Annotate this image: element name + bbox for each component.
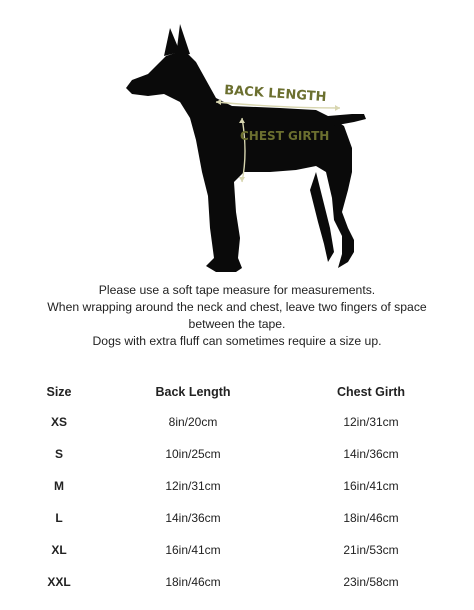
instruction-line: Please use a soft tape measure for measurements. <box>98 283 376 297</box>
dog-measurement-illustration <box>120 22 370 278</box>
table-row <box>14 406 460 438</box>
chest-girth-cell: 21in/53cm <box>343 543 399 557</box>
back-length-cell: 8in/20cm <box>168 415 218 429</box>
dog-silhouette <box>126 24 366 272</box>
size-cell: XXL <box>47 575 71 589</box>
table-row <box>14 566 460 598</box>
chest-girth-label: CHEST GIRTH <box>240 129 330 143</box>
instruction-line: Dogs with extra fluff can sometimes require a size up. <box>92 334 382 348</box>
chest-girth-cell: 16in/41cm <box>343 479 399 493</box>
chest-girth-cell: 23in/58cm <box>343 575 399 589</box>
back-length-cell: 16in/41cm <box>165 543 221 557</box>
size-cell: M <box>54 479 64 493</box>
size-cell: XL <box>51 543 67 557</box>
size-cell: L <box>55 511 63 525</box>
back-length-cell: 12in/31cm <box>165 479 221 493</box>
size-header: Size <box>46 385 72 399</box>
table-row <box>14 438 460 470</box>
size-cell: S <box>54 447 63 461</box>
chest-girth-cell: 14in/36cm <box>343 447 399 461</box>
table-row <box>14 470 460 502</box>
size-cell: XS <box>50 415 67 429</box>
table-row <box>14 534 460 566</box>
instruction-line: When wrapping around the neck and chest, leave two fingers of space <box>47 300 427 314</box>
back-length-header: Back Length <box>155 385 231 399</box>
table-row <box>14 502 460 534</box>
instruction-line: between the tape. <box>188 317 286 331</box>
back-length-label: BACK LENGTH <box>223 83 327 106</box>
back-length-cell: 18in/46cm <box>165 575 221 589</box>
back-length-cell: 10in/25cm <box>165 447 221 461</box>
measurement-instructions <box>0 282 474 350</box>
table-header-row <box>14 378 460 406</box>
chest-girth-cell: 18in/46cm <box>343 511 399 525</box>
size-chart-table <box>14 378 460 598</box>
dog-silhouette-graphic <box>120 22 370 278</box>
back-length-cell: 14in/36cm <box>165 511 221 525</box>
chest-girth-header: Chest Girth <box>336 385 406 399</box>
chest-girth-cell: 12in/31cm <box>343 415 399 429</box>
